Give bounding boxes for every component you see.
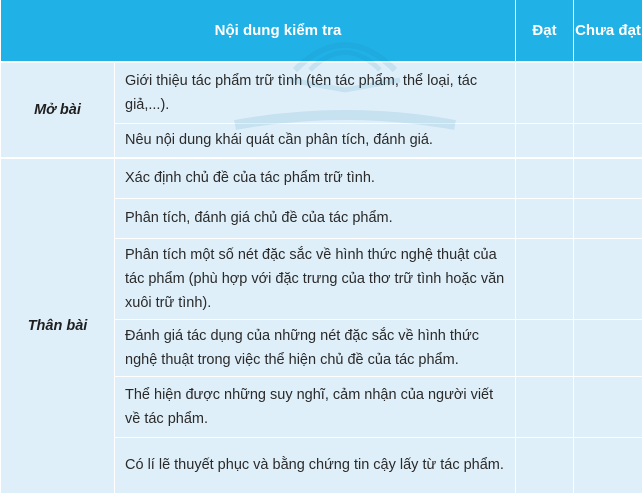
chua-dat-cell[interactable] [574, 158, 642, 198]
dat-cell[interactable] [516, 158, 574, 198]
chua-dat-cell[interactable] [574, 198, 642, 238]
checklist-item: Giới thiệu tác phẩm trữ tình (tên tác phẩm, thể loại, tác giả,...). [115, 62, 516, 123]
checklist-item: Thể hiện được những suy nghĩ, cảm nhận của người viết về tác phẩm. [115, 376, 516, 437]
chua-dat-cell[interactable] [574, 376, 642, 437]
checklist-item: Có lí lẽ thuyết phục và bằng chứng tin cậy lấy từ tác phẩm. [115, 437, 516, 493]
header-content: Nội dung kiểm tra [1, 0, 516, 62]
table-row [1, 158, 642, 198]
header-dat: Đạt [516, 0, 574, 62]
chua-dat-cell[interactable] [574, 319, 642, 376]
checklist-item: Xác định chủ đề của tác phẩm trữ tình. [115, 158, 516, 198]
dat-cell[interactable] [516, 376, 574, 437]
dat-cell[interactable] [516, 238, 574, 319]
checklist-item: Nêu nội dung khái quát cần phân tích, đánh giá. [115, 123, 516, 158]
section-title-than-bai: Thân bài [1, 158, 115, 493]
checklist-item: Đánh giá tác dụng của những nét đặc sắc về hình thức nghệ thuật trong việc thể hiện chủ đề của tác phẩm. [115, 319, 516, 376]
dat-cell[interactable] [516, 123, 574, 158]
table-row [1, 62, 642, 123]
header-row [1, 0, 642, 62]
dat-cell[interactable] [516, 198, 574, 238]
dat-cell[interactable] [516, 62, 574, 123]
header-chua-dat: Chưa đạt [574, 0, 642, 62]
chua-dat-cell[interactable] [574, 62, 642, 123]
chua-dat-cell[interactable] [574, 238, 642, 319]
section-title-mo-bai: Mở bài [1, 62, 115, 158]
checklist-item: Phân tích, đánh giá chủ đề của tác phẩm. [115, 198, 516, 238]
checklist-item: Phân tích một số nét đặc sắc về hình thức nghệ thuật của tác phẩm (phù hợp với đặc trưng của thơ trữ tình hoặc văn xuôi trữ tình). [115, 238, 516, 319]
chua-dat-cell[interactable] [574, 123, 642, 158]
dat-cell[interactable] [516, 319, 574, 376]
